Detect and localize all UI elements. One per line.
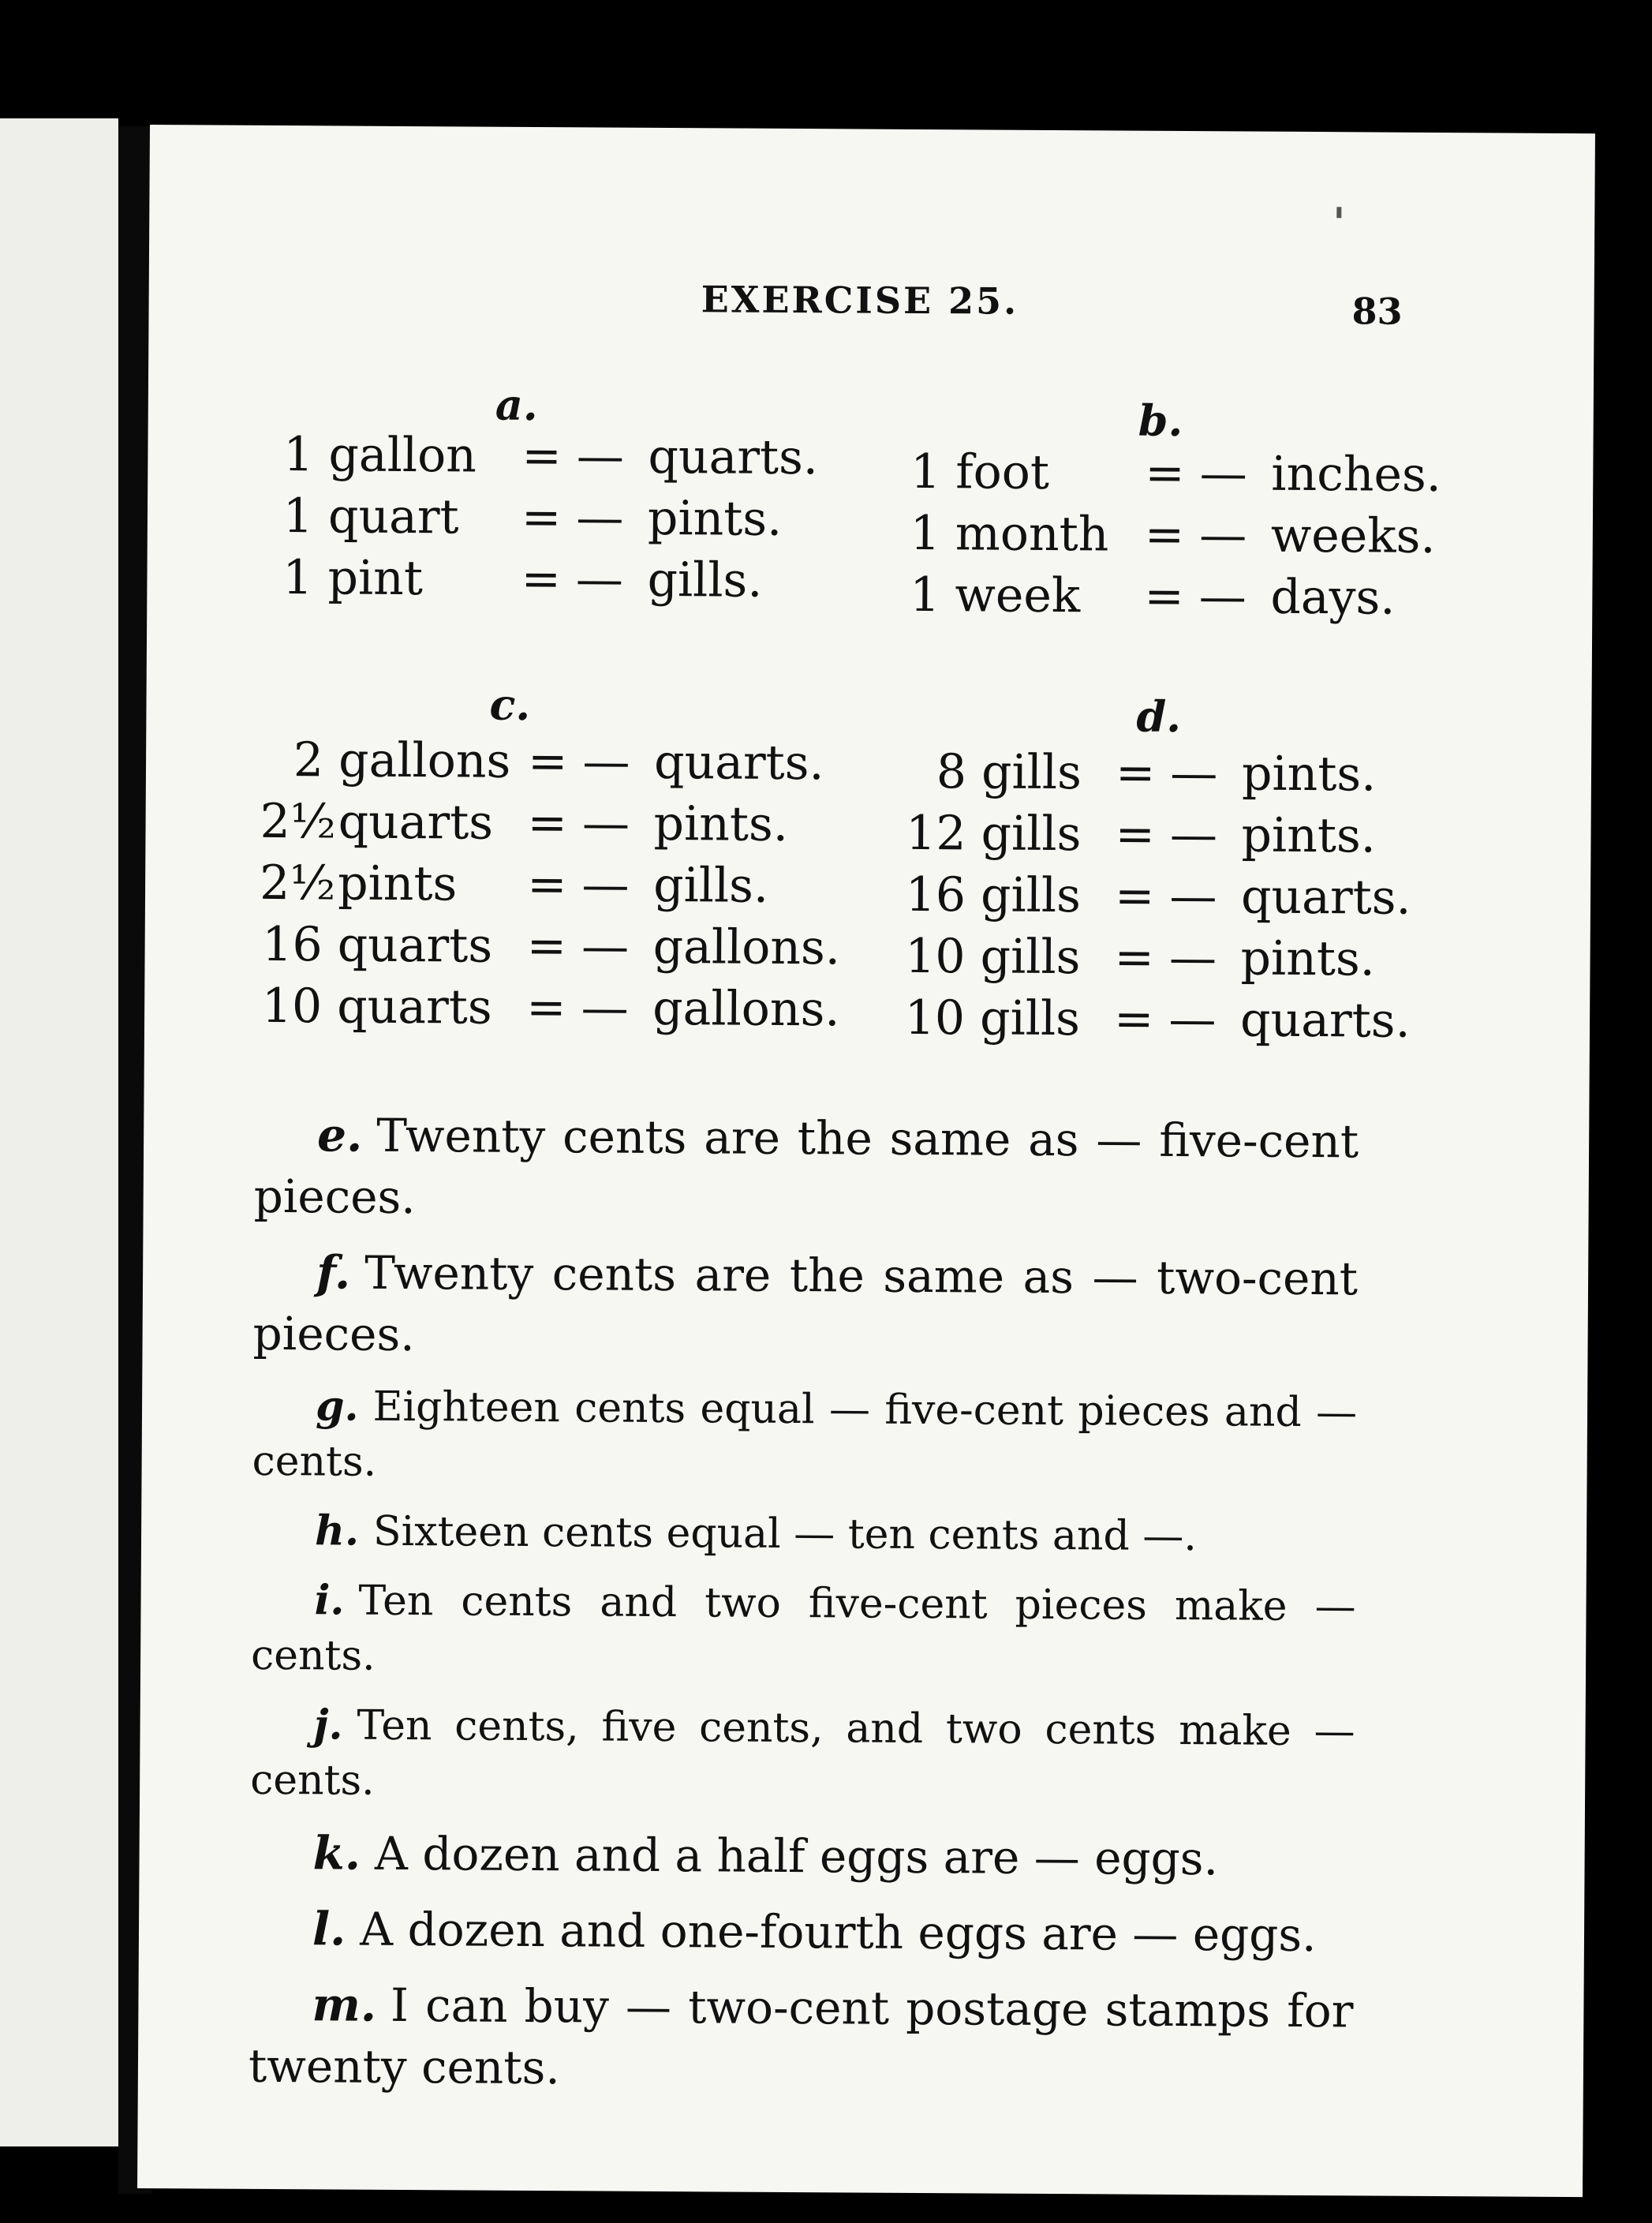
row-answer-unit: gills. bbox=[652, 857, 769, 914]
section-d-row bbox=[902, 987, 1411, 1052]
row-answer-unit: pints. bbox=[653, 795, 789, 852]
problem-i bbox=[251, 1573, 1356, 1690]
problem-text: A dozen and a half eggs are — eggs. bbox=[374, 1826, 1219, 1886]
section-a-label: a. bbox=[495, 379, 538, 431]
row-unit: week bbox=[955, 567, 1081, 624]
row-answer-unit: weeks. bbox=[1270, 507, 1436, 564]
page-number: 83 bbox=[1351, 290, 1403, 333]
row-equals: = — bbox=[1145, 445, 1247, 502]
problem-letter: f. bbox=[316, 1245, 351, 1300]
row-answer-unit: pints. bbox=[1241, 807, 1377, 864]
row-equals: = — bbox=[526, 856, 630, 913]
section-a bbox=[277, 424, 818, 612]
row-equals: = — bbox=[1114, 868, 1217, 925]
row-quantity: 1 bbox=[909, 567, 940, 623]
section-b-row bbox=[905, 441, 1441, 506]
row-answer-unit: gallons. bbox=[652, 980, 840, 1038]
row-quantity: 1 bbox=[910, 443, 941, 500]
row-answer-unit: quarts. bbox=[1239, 992, 1411, 1049]
row-quantity: 10 bbox=[904, 990, 966, 1046]
row-quantity: 1 bbox=[910, 505, 941, 562]
row-unit: quarts bbox=[337, 979, 492, 1035]
row-unit: quarts bbox=[338, 794, 494, 851]
problem-letter: e. bbox=[316, 1108, 363, 1162]
row-quantity: 16 bbox=[905, 866, 966, 923]
row-quantity: 8 bbox=[936, 744, 967, 800]
section-d-row bbox=[902, 926, 1411, 990]
section-c-label: c. bbox=[489, 679, 531, 730]
row-answer-unit: quarts. bbox=[648, 429, 819, 486]
row-unit: gills bbox=[980, 929, 1081, 986]
section-b-row bbox=[905, 503, 1441, 567]
section-a-row bbox=[278, 424, 818, 488]
section-d-row bbox=[903, 864, 1411, 929]
section-d-row bbox=[903, 741, 1412, 806]
row-answer-unit: gills. bbox=[647, 552, 763, 608]
row-quantity: 2½ bbox=[260, 793, 337, 850]
row-unit: gills bbox=[979, 990, 1081, 1047]
page-header-title: EXERCISE 25. bbox=[701, 278, 1019, 323]
row-equals: = — bbox=[521, 428, 625, 485]
row-quantity: 2 bbox=[293, 732, 324, 788]
row-equals: = — bbox=[527, 795, 630, 851]
row-unit: gills bbox=[980, 867, 1082, 924]
row-quantity: 12 bbox=[905, 805, 966, 862]
row-quantity: 2½ bbox=[259, 855, 336, 911]
row-quantity: 10 bbox=[261, 978, 323, 1035]
section-b bbox=[904, 441, 1441, 629]
section-b-row bbox=[904, 564, 1441, 629]
row-unit: pint bbox=[327, 550, 424, 607]
row-unit: month bbox=[955, 506, 1109, 563]
problem-m bbox=[249, 1974, 1354, 2104]
row-equals: = — bbox=[1144, 507, 1247, 563]
row-quantity: 1 bbox=[283, 427, 314, 483]
problem-text: I can buy — two-cent postage stamps for twenty cents. bbox=[248, 1978, 1354, 2095]
row-answer-unit: quarts. bbox=[1240, 869, 1411, 926]
section-c bbox=[259, 729, 842, 1040]
problem-g bbox=[252, 1379, 1357, 1496]
row-answer-unit: quarts. bbox=[653, 734, 824, 792]
row-equals: = — bbox=[1114, 930, 1217, 986]
section-d-label: d. bbox=[1136, 690, 1182, 742]
section-a-row bbox=[277, 547, 817, 612]
row-unit: pints bbox=[337, 855, 458, 912]
row-unit: gills bbox=[981, 806, 1082, 863]
row-answer-unit: days. bbox=[1270, 569, 1396, 626]
row-unit: gallon bbox=[328, 427, 477, 484]
problem-letter: l. bbox=[312, 1902, 346, 1956]
section-c-row bbox=[260, 852, 841, 917]
problem-text: Sixteen cents equal — ten cents and —. bbox=[372, 1507, 1198, 1561]
row-answer-unit: pints. bbox=[1240, 930, 1376, 987]
row-equals: = — bbox=[1115, 745, 1218, 802]
problem-letter: m. bbox=[312, 1978, 377, 2032]
row-answer-unit: inches. bbox=[1271, 446, 1442, 503]
problem-text: Ten cents and two five-cent pieces make — cents. bbox=[250, 1577, 1356, 1680]
section-c-row bbox=[259, 975, 840, 1040]
print-speck bbox=[1336, 207, 1341, 218]
row-equals: = — bbox=[521, 551, 624, 608]
row-unit: gills bbox=[981, 744, 1082, 801]
left-page-edge bbox=[0, 118, 118, 2146]
problem-k bbox=[249, 1822, 1354, 1891]
problem-f bbox=[252, 1241, 1358, 1372]
section-b-label: b. bbox=[1138, 395, 1183, 447]
word-problems bbox=[249, 1104, 1359, 2118]
problem-text: Ten cents, five cents, and two cents make — cents. bbox=[250, 1701, 1355, 1805]
problem-h bbox=[252, 1503, 1356, 1566]
row-quantity: 1 bbox=[282, 488, 314, 545]
problem-letter: h. bbox=[314, 1506, 360, 1555]
problem-text: A dozen and one-fourth eggs are — eggs. bbox=[360, 1902, 1317, 1963]
section-c-row bbox=[259, 914, 840, 979]
problem-text: Eighteen cents equal — five-cent pieces and — cents. bbox=[252, 1383, 1358, 1486]
problem-letter: i. bbox=[314, 1576, 345, 1625]
problem-text: Twenty cents are the same as — five-cent pieces. bbox=[253, 1108, 1359, 1225]
section-d-row bbox=[903, 803, 1411, 867]
problem-text: Twenty cents are the same as — two-cent pieces. bbox=[252, 1245, 1359, 1362]
row-equals: = — bbox=[526, 979, 629, 1036]
problem-j bbox=[250, 1697, 1355, 1815]
section-d bbox=[902, 741, 1412, 1052]
row-equals: = — bbox=[521, 489, 624, 546]
row-answer-unit: pints. bbox=[1241, 746, 1377, 803]
problem-letter: j. bbox=[313, 1701, 343, 1750]
row-answer-unit: pints. bbox=[647, 490, 783, 547]
problem-letter: k. bbox=[312, 1826, 361, 1881]
row-quantity: 10 bbox=[905, 928, 966, 985]
row-unit: quart bbox=[327, 488, 459, 545]
problem-e bbox=[253, 1104, 1359, 1234]
row-equals: = — bbox=[526, 918, 630, 975]
section-c-row bbox=[260, 791, 841, 855]
row-quantity: 1 bbox=[282, 550, 313, 606]
row-equals: = — bbox=[1144, 568, 1247, 625]
problem-letter: g. bbox=[315, 1382, 359, 1431]
row-equals: = — bbox=[1113, 991, 1217, 1048]
row-equals: = — bbox=[1115, 806, 1218, 863]
book-page bbox=[137, 125, 1595, 2197]
row-unit: gallons bbox=[338, 732, 511, 789]
row-unit: foot bbox=[955, 444, 1050, 500]
row-equals: = — bbox=[527, 733, 630, 790]
row-unit: quarts bbox=[337, 917, 493, 974]
row-quantity: 16 bbox=[262, 916, 323, 973]
problem-l bbox=[249, 1898, 1354, 1967]
section-a-row bbox=[278, 485, 818, 550]
row-answer-unit: gallons. bbox=[652, 919, 841, 976]
section-c-row bbox=[260, 729, 842, 794]
